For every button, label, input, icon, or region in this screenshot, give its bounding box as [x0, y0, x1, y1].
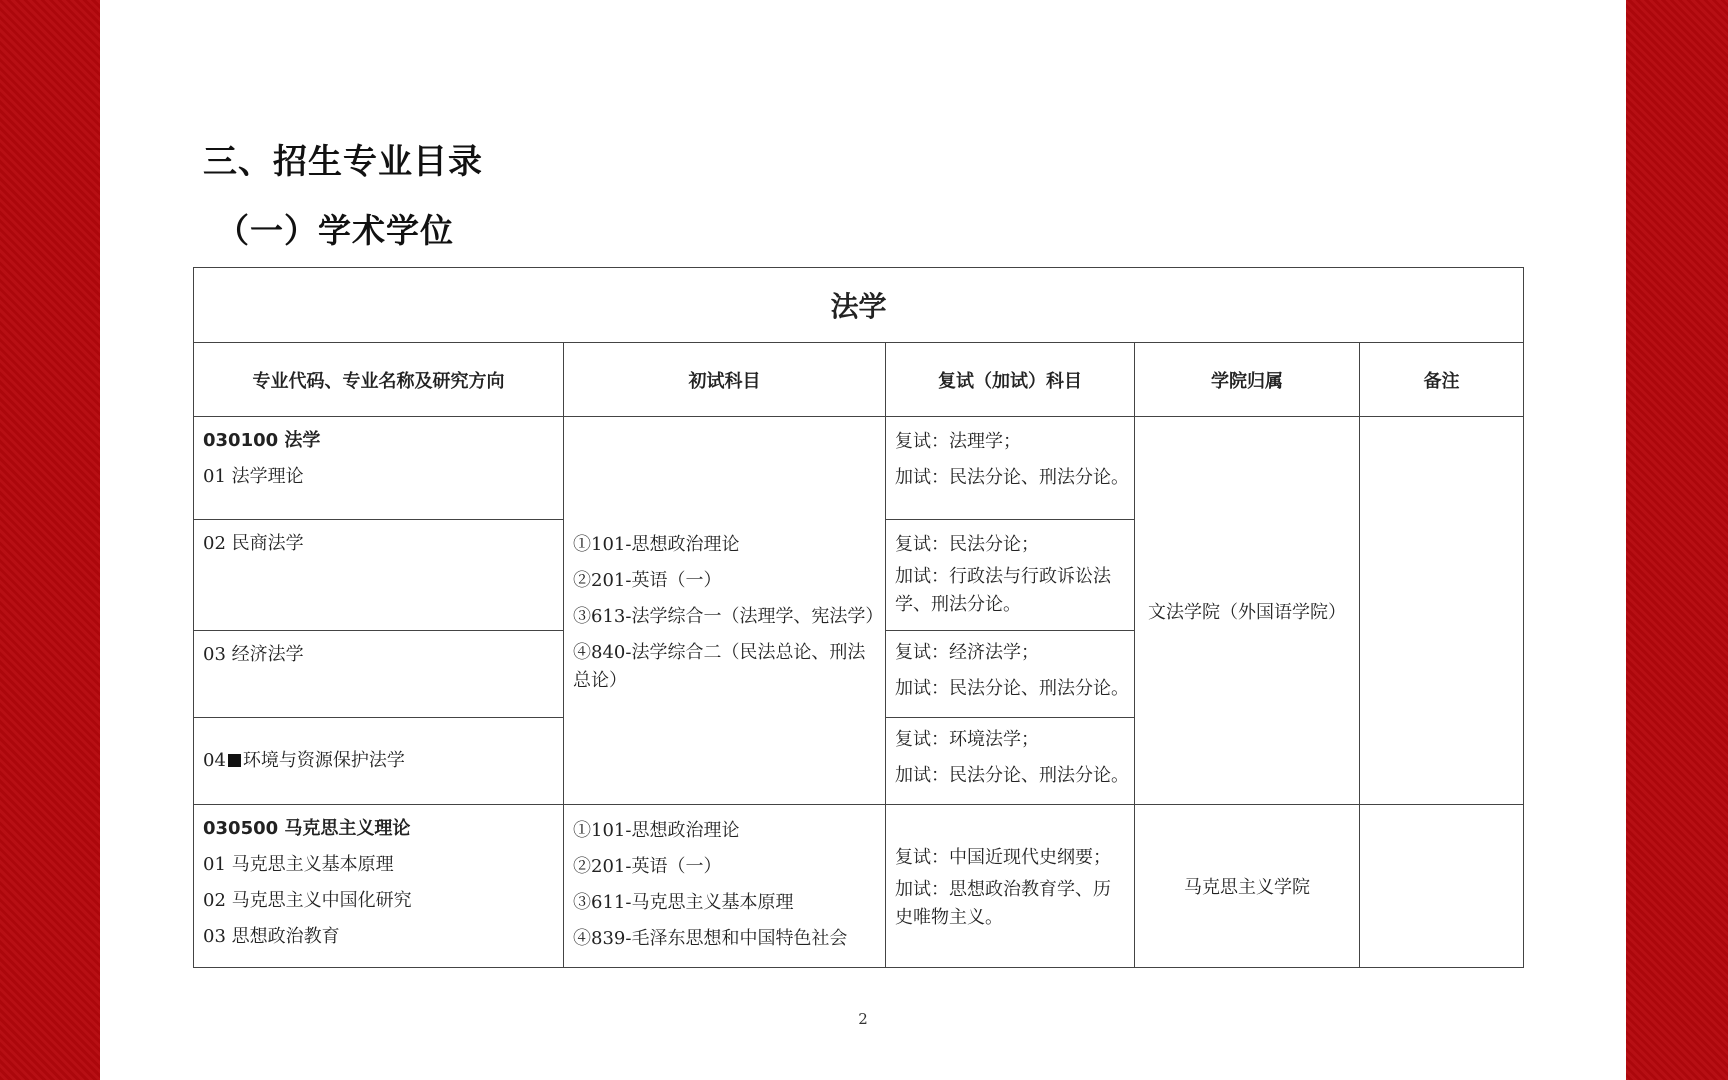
table-header-row — [194, 343, 1524, 417]
retest-cell — [886, 718, 1135, 805]
note-cell — [1360, 417, 1524, 805]
exam-subject: ①101-思想政治理论 — [573, 820, 740, 841]
header-college: 学院归属 — [1135, 343, 1360, 417]
direction: 03 思想政治教育 — [203, 926, 340, 947]
header-retest: 复试（加试）科目 — [886, 343, 1135, 417]
direction-name: 环境与资源保护法学 — [242, 750, 405, 771]
document-page — [100, 0, 1626, 1080]
extra-test-text: 加试：民法分论、刑法分论。 — [895, 765, 1129, 786]
retest-cell — [886, 520, 1135, 631]
major-cell — [194, 631, 564, 718]
major-title: 030500 马克思主义理论 — [203, 818, 411, 839]
exam-subject: ③613-法学综合一（法理学、宪法学） — [573, 605, 884, 627]
direction-code: 04 — [203, 750, 226, 771]
extra-test-text: 加试：行政法与行政诉讼法学、刑法分论。 — [895, 566, 1111, 615]
exam-subject: ②201-英语（一） — [573, 569, 722, 591]
extra-test-text: 加试：民法分论、刑法分论。 — [895, 467, 1129, 488]
square-bullet-icon — [228, 754, 241, 767]
section-heading: 三、招生专业目录 — [203, 142, 483, 182]
page-number: 2 — [858, 1010, 868, 1028]
header-major: 专业代码、专业名称及研究方向 — [194, 343, 564, 417]
table-row — [194, 805, 1524, 968]
table-title: 法学 — [194, 268, 1524, 343]
subsection-heading: （一）学术学位 — [216, 211, 454, 250]
retest-cell — [886, 417, 1135, 520]
major-title: 030100 法学 — [203, 430, 321, 451]
major-cell — [194, 805, 564, 968]
table-row — [194, 417, 1524, 520]
header-note: 备注 — [1360, 343, 1524, 417]
retest-text: 复试：法理学； — [895, 431, 1021, 452]
direction: 02 民商法学 — [203, 533, 304, 554]
retest-text: 复试：环境法学； — [895, 729, 1039, 750]
retest-text: 复试：中国近现代史纲要； — [895, 847, 1111, 868]
retest-cell — [886, 631, 1135, 718]
exam-subject: ④840-法学综合二（民法总论、刑法总论） — [573, 641, 866, 691]
major-cell — [194, 718, 564, 805]
major-cell — [194, 520, 564, 631]
exam-cell — [564, 417, 886, 805]
extra-test-text: 加试：民法分论、刑法分论。 — [895, 678, 1129, 699]
major-cell — [194, 417, 564, 520]
direction: 01 法学理论 — [203, 466, 304, 487]
exam-subject: ④839-毛泽东思想和中国特色社会 — [573, 928, 848, 949]
note-cell — [1360, 805, 1524, 968]
exam-subject: ③611-马克思主义基本原理 — [573, 892, 794, 913]
retest-text: 复试：经济法学； — [895, 642, 1039, 663]
retest-text: 复试：民法分论； — [895, 534, 1039, 555]
direction: 02 马克思主义中国化研究 — [203, 890, 412, 911]
catalog-table — [193, 267, 1524, 968]
extra-test-text: 加试：思想政治教育学、历史唯物主义。 — [895, 879, 1111, 928]
exam-subject: ②201-英语（一） — [573, 856, 722, 877]
retest-cell — [886, 805, 1135, 968]
exam-subject: ①101-思想政治理论 — [573, 533, 740, 555]
direction: 03 经济法学 — [203, 644, 304, 665]
direction: 01 马克思主义基本原理 — [203, 854, 394, 875]
exam-cell — [564, 805, 886, 968]
header-exam: 初试科目 — [564, 343, 886, 417]
college-cell: 马克思主义学院 — [1135, 805, 1360, 968]
college-cell: 文法学院（外国语学院） — [1135, 417, 1360, 805]
